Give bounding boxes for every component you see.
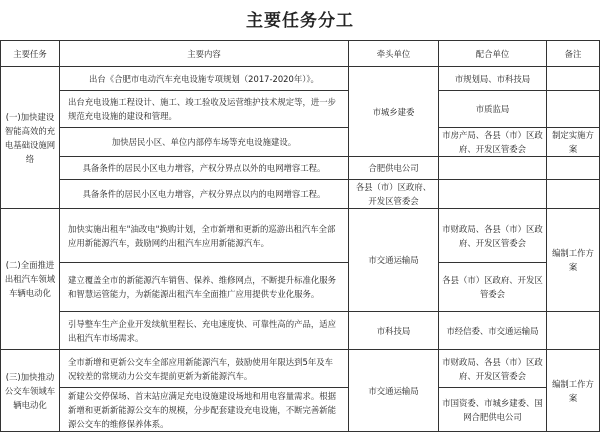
header-lead: 牵头单位 bbox=[349, 41, 439, 67]
cooperate-cell: 市质监局 bbox=[439, 91, 547, 128]
header-note: 备注 bbox=[547, 41, 600, 67]
content-cell: 出台《合肥市电动汽车充电设施专项规划（2017-2020年）》。 bbox=[60, 67, 349, 91]
note-cell: 编制工作方案 bbox=[547, 350, 600, 432]
note-cell bbox=[547, 180, 600, 209]
cooperate-cell bbox=[439, 180, 547, 209]
content-cell: 引导整车生产企业开发续航里程长、充电速度快、可靠性高的产品，适应出租汽车市场需求。 bbox=[60, 312, 349, 350]
table-row bbox=[1, 157, 600, 180]
table-row bbox=[1, 388, 600, 432]
lead-cell: 市城乡建委 bbox=[349, 67, 439, 157]
cooperate-cell: 市财政局、各县（市）区政府、开发区管委会 bbox=[439, 350, 547, 388]
table-row bbox=[1, 350, 600, 388]
task-cell: (三)加快推动公交车领域车辆电动化 bbox=[1, 350, 60, 432]
page-title: 主要任务分工 bbox=[246, 11, 354, 31]
task-cell: (二)全面推进出租汽车领域车辆电动化 bbox=[1, 209, 60, 350]
table-row bbox=[1, 91, 600, 128]
task-table bbox=[0, 40, 600, 432]
note-cell bbox=[547, 157, 600, 180]
table-row bbox=[1, 67, 600, 91]
cooperate-cell: 市财政局、各县（市）区政府、开发区管委会 bbox=[439, 209, 547, 263]
content-cell: 出台充电设施工程设计、施工、竣工验收及运营维护技术规定等，进一步规范充电设施的建设和管理。 bbox=[60, 91, 349, 128]
content-cell: 具备条件的居民小区电力增容，产权分界点以外的电网增容工程。 bbox=[60, 157, 349, 180]
note-cell bbox=[547, 67, 600, 91]
content-cell: 加快居民小区、单位内部停车场等充电设施建设。 bbox=[60, 128, 349, 157]
content-cell: 全市新增和更新公交车全部应用新能源汽车，鼓励使用年限达到5年及车况较差的常规动力公交车提前更新为新能源汽车。 bbox=[60, 350, 349, 388]
content-cell: 具备条件的居民小区电力增容，产权分界点以内的电网增容工程。 bbox=[60, 180, 349, 209]
lead-cell: 市交通运输局 bbox=[349, 350, 439, 432]
note-cell bbox=[547, 312, 600, 350]
table-row bbox=[1, 180, 600, 209]
cooperate-cell: 市经信委、市交通运输局 bbox=[439, 312, 547, 350]
lead-cell: 市交通运输局 bbox=[349, 209, 439, 312]
header-cooperate: 配合单位 bbox=[439, 41, 547, 67]
note-cell bbox=[547, 91, 600, 128]
table-row bbox=[1, 209, 600, 263]
note-cell: 编制工作方案 bbox=[547, 209, 600, 312]
cooperate-cell: 市规划局、市科技局 bbox=[439, 67, 547, 91]
table-row bbox=[1, 128, 600, 157]
content-cell: 加快实施出租车"油改电"换购计划，全市新增和更新的巡游出租汽车全部应用新能源汽车，鼓励网约出租汽车应用新能源汽车。 bbox=[60, 209, 349, 263]
table-row bbox=[1, 312, 600, 350]
table-row bbox=[1, 263, 600, 312]
lead-cell: 合肥供电公司 bbox=[349, 157, 439, 180]
cooperate-cell bbox=[439, 157, 547, 180]
cooperate-cell: 市国资委、市城乡建委、国网合肥供电公司 bbox=[439, 388, 547, 432]
note-cell: 制定实施方案 bbox=[547, 128, 600, 157]
cooperate-cell: 各县（市）区政府、开发区管委会 bbox=[439, 263, 547, 312]
header-row bbox=[1, 41, 600, 67]
content-cell: 新建公交停保场、首末站应满足充电设施建设场地和用电容量需求。根据新增和更新新能源公交车的规模，分步配套建设充电设施，不断完善新能源公交车的维修保养体系。 bbox=[60, 388, 349, 432]
header-content: 主要内容 bbox=[60, 41, 349, 67]
cooperate-cell: 市房产局、各县（市）区政府、开发区管委会 bbox=[439, 128, 547, 157]
header-task: 主要任务 bbox=[1, 41, 60, 67]
task-cell: (一)加快建设智能高效的充电基础设施网络 bbox=[1, 67, 60, 209]
lead-cell: 各县（市）区政府、开发区管委会 bbox=[349, 180, 439, 209]
content-cell: 建立覆盖全市的新能源汽车销售、保养、维修网点，不断提升标准化服务和智慧运管能力，为新能源出租汽车全面推广应用提供专业化服务。 bbox=[60, 263, 349, 312]
lead-cell: 市科技局 bbox=[349, 312, 439, 350]
